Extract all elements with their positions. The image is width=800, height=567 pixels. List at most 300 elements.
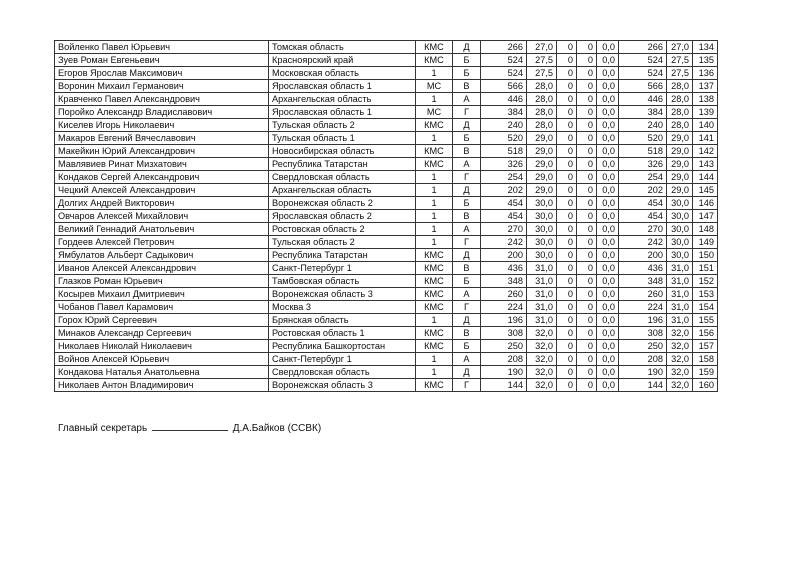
cell-place: 29,0 <box>527 145 557 158</box>
cell-total: 200 <box>619 249 667 262</box>
cell-group: Д <box>453 314 481 327</box>
cell-extra-a: 0 <box>557 145 577 158</box>
cell-extra-a: 0 <box>557 249 577 262</box>
cell-extra-b: 0 <box>577 275 597 288</box>
cell-number: 136 <box>693 67 718 80</box>
cell-total: 254 <box>619 171 667 184</box>
table-row <box>55 366 718 379</box>
cell-final-place: 32,0 <box>667 340 693 353</box>
cell-number: 153 <box>693 288 718 301</box>
cell-score: 260 <box>481 288 527 301</box>
cell-extra-a: 0 <box>557 275 577 288</box>
table-row <box>55 288 718 301</box>
cell-number: 141 <box>693 132 718 145</box>
cell-extra-c: 0,0 <box>597 275 619 288</box>
cell-athlete-name: Чобанов Павел Карамович <box>55 301 269 314</box>
cell-extra-a: 0 <box>557 379 577 392</box>
cell-group: В <box>453 327 481 340</box>
cell-place: 32,0 <box>527 327 557 340</box>
cell-final-place: 29,0 <box>667 132 693 145</box>
cell-group: А <box>453 158 481 171</box>
cell-rank: МС <box>416 80 453 93</box>
cell-group: Б <box>453 132 481 145</box>
cell-athlete-name: Зуев Роман Евгеньевич <box>55 54 269 67</box>
cell-place: 29,0 <box>527 158 557 171</box>
cell-group: Г <box>453 301 481 314</box>
cell-final-place: 29,0 <box>667 145 693 158</box>
cell-number: 155 <box>693 314 718 327</box>
cell-extra-c: 0,0 <box>597 249 619 262</box>
cell-extra-b: 0 <box>577 145 597 158</box>
table-row <box>55 275 718 288</box>
cell-extra-b: 0 <box>577 236 597 249</box>
cell-rank: 1 <box>416 236 453 249</box>
cell-group: Д <box>453 184 481 197</box>
cell-rank: 1 <box>416 223 453 236</box>
cell-total: 524 <box>619 67 667 80</box>
cell-total: 190 <box>619 366 667 379</box>
cell-score: 224 <box>481 301 527 314</box>
cell-extra-c: 0,0 <box>597 54 619 67</box>
cell-final-place: 31,0 <box>667 262 693 275</box>
cell-score: 240 <box>481 119 527 132</box>
cell-extra-b: 0 <box>577 106 597 119</box>
cell-rank: 1 <box>416 132 453 145</box>
cell-athlete-name: Поройко Александр Владиславович <box>55 106 269 119</box>
cell-final-place: 32,0 <box>667 353 693 366</box>
cell-place: 28,0 <box>527 119 557 132</box>
cell-region: Ярославская область 1 <box>269 80 416 93</box>
cell-athlete-name: Макейкин Юрий Александрович <box>55 145 269 158</box>
cell-extra-a: 0 <box>557 314 577 327</box>
cell-group: В <box>453 145 481 158</box>
cell-rank: КМС <box>416 41 453 54</box>
cell-rank: КМС <box>416 301 453 314</box>
cell-region: Тульская область 2 <box>269 119 416 132</box>
cell-score: 254 <box>481 171 527 184</box>
cell-final-place: 32,0 <box>667 379 693 392</box>
cell-group: Б <box>453 67 481 80</box>
cell-extra-a: 0 <box>557 262 577 275</box>
cell-extra-a: 0 <box>557 353 577 366</box>
cell-athlete-name: Чецкий Алексей Александрович <box>55 184 269 197</box>
cell-extra-b: 0 <box>577 379 597 392</box>
cell-rank: 1 <box>416 197 453 210</box>
cell-athlete-name: Иванов Алексей Александрович <box>55 262 269 275</box>
cell-total: 242 <box>619 236 667 249</box>
cell-rank: КМС <box>416 249 453 262</box>
cell-group: А <box>453 223 481 236</box>
cell-extra-b: 0 <box>577 210 597 223</box>
cell-athlete-name: Кондаков Сергей Александрович <box>55 171 269 184</box>
cell-number: 157 <box>693 340 718 353</box>
cell-extra-b: 0 <box>577 41 597 54</box>
cell-place: 29,0 <box>527 184 557 197</box>
cell-place: 28,0 <box>527 93 557 106</box>
cell-number: 142 <box>693 145 718 158</box>
cell-extra-c: 0,0 <box>597 119 619 132</box>
cell-rank: 1 <box>416 210 453 223</box>
cell-score: 436 <box>481 262 527 275</box>
cell-extra-a: 0 <box>557 301 577 314</box>
cell-final-place: 28,0 <box>667 80 693 93</box>
cell-rank: КМС <box>416 145 453 158</box>
cell-total: 384 <box>619 106 667 119</box>
cell-rank: КМС <box>416 340 453 353</box>
cell-region: Тульская область 1 <box>269 132 416 145</box>
results-table-body <box>55 41 718 392</box>
table-row <box>55 197 718 210</box>
cell-final-place: 29,0 <box>667 171 693 184</box>
cell-extra-c: 0,0 <box>597 132 619 145</box>
cell-extra-b: 0 <box>577 262 597 275</box>
cell-place: 32,0 <box>527 353 557 366</box>
cell-number: 152 <box>693 275 718 288</box>
cell-group: Д <box>453 41 481 54</box>
cell-rank: МС <box>416 106 453 119</box>
cell-final-place: 30,0 <box>667 236 693 249</box>
cell-score: 520 <box>481 132 527 145</box>
cell-score: 524 <box>481 54 527 67</box>
cell-athlete-name: Овчаров Алексей Михайлович <box>55 210 269 223</box>
cell-score: 200 <box>481 249 527 262</box>
cell-place: 32,0 <box>527 379 557 392</box>
cell-athlete-name: Долгих Андрей Викторович <box>55 197 269 210</box>
cell-extra-a: 0 <box>557 210 577 223</box>
cell-extra-c: 0,0 <box>597 106 619 119</box>
cell-final-place: 28,0 <box>667 119 693 132</box>
cell-athlete-name: Мавлявиев Ринат Мизхатович <box>55 158 269 171</box>
cell-athlete-name: Николаев Николай Николаевич <box>55 340 269 353</box>
cell-final-place: 31,0 <box>667 314 693 327</box>
cell-group: Г <box>453 379 481 392</box>
cell-extra-a: 0 <box>557 119 577 132</box>
cell-total: 144 <box>619 379 667 392</box>
cell-final-place: 31,0 <box>667 301 693 314</box>
cell-place: 30,0 <box>527 249 557 262</box>
cell-final-place: 30,0 <box>667 197 693 210</box>
cell-score: 454 <box>481 210 527 223</box>
cell-extra-c: 0,0 <box>597 80 619 93</box>
cell-number: 156 <box>693 327 718 340</box>
cell-athlete-name: Гордеев Алексей Петрович <box>55 236 269 249</box>
cell-number: 140 <box>693 119 718 132</box>
cell-extra-a: 0 <box>557 366 577 379</box>
cell-final-place: 30,0 <box>667 249 693 262</box>
cell-place: 28,0 <box>527 80 557 93</box>
cell-extra-a: 0 <box>557 340 577 353</box>
cell-total: 566 <box>619 80 667 93</box>
cell-rank: КМС <box>416 54 453 67</box>
results-sheet <box>54 40 718 392</box>
table-row <box>55 54 718 67</box>
cell-rank: КМС <box>416 275 453 288</box>
cell-group: В <box>453 262 481 275</box>
table-row <box>55 93 718 106</box>
cell-athlete-name: Кравченко Павел Александрович <box>55 93 269 106</box>
cell-total: 260 <box>619 288 667 301</box>
cell-region: Ярославская область 1 <box>269 106 416 119</box>
cell-group: Б <box>453 54 481 67</box>
cell-number: 147 <box>693 210 718 223</box>
cell-place: 31,0 <box>527 262 557 275</box>
cell-region: Санкт-Петербург 1 <box>269 262 416 275</box>
cell-total: 326 <box>619 158 667 171</box>
cell-athlete-name: Минаков Александр Сергеевич <box>55 327 269 340</box>
table-row <box>55 301 718 314</box>
cell-place: 30,0 <box>527 223 557 236</box>
cell-athlete-name: Макаров Евгений Вячеславович <box>55 132 269 145</box>
cell-number: 149 <box>693 236 718 249</box>
cell-extra-b: 0 <box>577 80 597 93</box>
cell-rank: КМС <box>416 119 453 132</box>
cell-total: 208 <box>619 353 667 366</box>
cell-place: 30,0 <box>527 197 557 210</box>
cell-region: Республика Татарстан <box>269 158 416 171</box>
cell-number: 134 <box>693 41 718 54</box>
cell-region: Тамбовская область <box>269 275 416 288</box>
cell-region: Ростовская область 2 <box>269 223 416 236</box>
cell-score: 566 <box>481 80 527 93</box>
cell-rank: 1 <box>416 314 453 327</box>
cell-number: 145 <box>693 184 718 197</box>
cell-final-place: 28,0 <box>667 106 693 119</box>
cell-extra-a: 0 <box>557 67 577 80</box>
cell-athlete-name: Великий Геннадий Анатольевич <box>55 223 269 236</box>
cell-region: Московская область <box>269 67 416 80</box>
cell-extra-c: 0,0 <box>597 340 619 353</box>
cell-extra-c: 0,0 <box>597 67 619 80</box>
cell-rank: КМС <box>416 379 453 392</box>
cell-final-place: 30,0 <box>667 210 693 223</box>
cell-extra-b: 0 <box>577 366 597 379</box>
table-row <box>55 262 718 275</box>
cell-number: 148 <box>693 223 718 236</box>
cell-extra-a: 0 <box>557 236 577 249</box>
cell-athlete-name: Воронин Михаил Германович <box>55 80 269 93</box>
cell-athlete-name: Войленко Павел Юрьевич <box>55 41 269 54</box>
cell-extra-a: 0 <box>557 158 577 171</box>
cell-extra-b: 0 <box>577 171 597 184</box>
cell-number: 139 <box>693 106 718 119</box>
table-row <box>55 314 718 327</box>
cell-extra-b: 0 <box>577 67 597 80</box>
cell-score: 384 <box>481 106 527 119</box>
cell-total: 518 <box>619 145 667 158</box>
cell-number: 160 <box>693 379 718 392</box>
cell-score: 454 <box>481 197 527 210</box>
cell-group: В <box>453 210 481 223</box>
cell-extra-a: 0 <box>557 288 577 301</box>
table-row <box>55 80 718 93</box>
table-row <box>55 119 718 132</box>
cell-final-place: 27,0 <box>667 41 693 54</box>
cell-group: Б <box>453 275 481 288</box>
table-row <box>55 67 718 80</box>
cell-group: Г <box>453 106 481 119</box>
cell-extra-a: 0 <box>557 223 577 236</box>
cell-athlete-name: Глазков Роман Юрьевич <box>55 275 269 288</box>
cell-region: Санкт-Петербург 1 <box>269 353 416 366</box>
cell-score: 250 <box>481 340 527 353</box>
cell-final-place: 28,0 <box>667 93 693 106</box>
cell-region: Свердловская область <box>269 171 416 184</box>
results-table <box>54 40 718 392</box>
cell-extra-c: 0,0 <box>597 223 619 236</box>
cell-region: Брянская область <box>269 314 416 327</box>
cell-score: 242 <box>481 236 527 249</box>
table-row <box>55 41 718 54</box>
cell-extra-b: 0 <box>577 249 597 262</box>
cell-rank: КМС <box>416 327 453 340</box>
cell-score: 518 <box>481 145 527 158</box>
cell-region: Новосибирская область <box>269 145 416 158</box>
cell-total: 348 <box>619 275 667 288</box>
cell-place: 31,0 <box>527 288 557 301</box>
cell-total: 520 <box>619 132 667 145</box>
cell-extra-b: 0 <box>577 353 597 366</box>
cell-rank: 1 <box>416 171 453 184</box>
cell-extra-b: 0 <box>577 119 597 132</box>
cell-extra-a: 0 <box>557 80 577 93</box>
cell-group: Д <box>453 366 481 379</box>
table-row <box>55 379 718 392</box>
cell-region: Архангельская область <box>269 93 416 106</box>
cell-group: Б <box>453 197 481 210</box>
cell-athlete-name: Николаев Антон Владимирович <box>55 379 269 392</box>
cell-extra-a: 0 <box>557 106 577 119</box>
cell-region: Ярославская область 2 <box>269 210 416 223</box>
cell-extra-c: 0,0 <box>597 288 619 301</box>
cell-region: Республика Башкортостан <box>269 340 416 353</box>
cell-total: 436 <box>619 262 667 275</box>
cell-place: 27,5 <box>527 67 557 80</box>
cell-total: 196 <box>619 314 667 327</box>
table-row <box>55 158 718 171</box>
cell-score: 208 <box>481 353 527 366</box>
cell-final-place: 27,5 <box>667 67 693 80</box>
cell-extra-b: 0 <box>577 314 597 327</box>
cell-athlete-name: Войнов Алексей Юрьевич <box>55 353 269 366</box>
cell-place: 29,0 <box>527 132 557 145</box>
cell-group: Б <box>453 340 481 353</box>
cell-final-place: 27,5 <box>667 54 693 67</box>
cell-score: 144 <box>481 379 527 392</box>
table-row <box>55 236 718 249</box>
cell-place: 27,5 <box>527 54 557 67</box>
cell-extra-b: 0 <box>577 223 597 236</box>
cell-extra-c: 0,0 <box>597 379 619 392</box>
cell-place: 30,0 <box>527 210 557 223</box>
signature-line <box>58 421 321 434</box>
cell-number: 137 <box>693 80 718 93</box>
cell-total: 250 <box>619 340 667 353</box>
cell-extra-c: 0,0 <box>597 210 619 223</box>
cell-score: 308 <box>481 327 527 340</box>
cell-final-place: 29,0 <box>667 158 693 171</box>
cell-rank: КМС <box>416 262 453 275</box>
cell-region: Архангельская область <box>269 184 416 197</box>
cell-number: 146 <box>693 197 718 210</box>
cell-final-place: 31,0 <box>667 288 693 301</box>
cell-total: 202 <box>619 184 667 197</box>
cell-extra-b: 0 <box>577 301 597 314</box>
cell-extra-c: 0,0 <box>597 301 619 314</box>
table-row <box>55 327 718 340</box>
table-row <box>55 145 718 158</box>
cell-number: 144 <box>693 171 718 184</box>
table-row <box>55 184 718 197</box>
cell-extra-b: 0 <box>577 288 597 301</box>
cell-number: 151 <box>693 262 718 275</box>
cell-place: 29,0 <box>527 171 557 184</box>
cell-total: 524 <box>619 54 667 67</box>
cell-group: А <box>453 288 481 301</box>
table-row <box>55 210 718 223</box>
secretary-label: Главный секретарь <box>58 423 148 434</box>
cell-score: 326 <box>481 158 527 171</box>
cell-extra-a: 0 <box>557 54 577 67</box>
cell-region: Томская область <box>269 41 416 54</box>
cell-total: 454 <box>619 197 667 210</box>
cell-extra-c: 0,0 <box>597 93 619 106</box>
table-row <box>55 223 718 236</box>
table-row <box>55 340 718 353</box>
cell-extra-c: 0,0 <box>597 236 619 249</box>
table-row <box>55 171 718 184</box>
cell-number: 159 <box>693 366 718 379</box>
cell-athlete-name: Кондакова Наталья Анатольевна <box>55 366 269 379</box>
cell-group: Г <box>453 171 481 184</box>
cell-number: 143 <box>693 158 718 171</box>
cell-total: 446 <box>619 93 667 106</box>
cell-extra-a: 0 <box>557 93 577 106</box>
cell-athlete-name: Киселев Игорь Николаевич <box>55 119 269 132</box>
cell-score: 270 <box>481 223 527 236</box>
cell-final-place: 32,0 <box>667 366 693 379</box>
cell-place: 32,0 <box>527 340 557 353</box>
cell-total: 270 <box>619 223 667 236</box>
cell-rank: 1 <box>416 184 453 197</box>
cell-extra-a: 0 <box>557 184 577 197</box>
cell-extra-b: 0 <box>577 93 597 106</box>
cell-total: 266 <box>619 41 667 54</box>
cell-total: 454 <box>619 210 667 223</box>
cell-score: 190 <box>481 366 527 379</box>
cell-place: 31,0 <box>527 314 557 327</box>
cell-region: Воронежская область 2 <box>269 197 416 210</box>
cell-extra-c: 0,0 <box>597 41 619 54</box>
table-row <box>55 249 718 262</box>
cell-final-place: 29,0 <box>667 184 693 197</box>
cell-extra-b: 0 <box>577 340 597 353</box>
cell-place: 28,0 <box>527 106 557 119</box>
cell-region: Воронежская область 3 <box>269 288 416 301</box>
cell-extra-c: 0,0 <box>597 171 619 184</box>
signature-blank <box>152 421 228 431</box>
cell-extra-a: 0 <box>557 197 577 210</box>
cell-extra-a: 0 <box>557 41 577 54</box>
cell-number: 150 <box>693 249 718 262</box>
cell-final-place: 32,0 <box>667 327 693 340</box>
cell-score: 196 <box>481 314 527 327</box>
cell-extra-b: 0 <box>577 327 597 340</box>
cell-region: Ростовская область 1 <box>269 327 416 340</box>
cell-region: Москва 3 <box>269 301 416 314</box>
cell-region: Свердловская область <box>269 366 416 379</box>
cell-extra-c: 0,0 <box>597 184 619 197</box>
cell-number: 138 <box>693 93 718 106</box>
